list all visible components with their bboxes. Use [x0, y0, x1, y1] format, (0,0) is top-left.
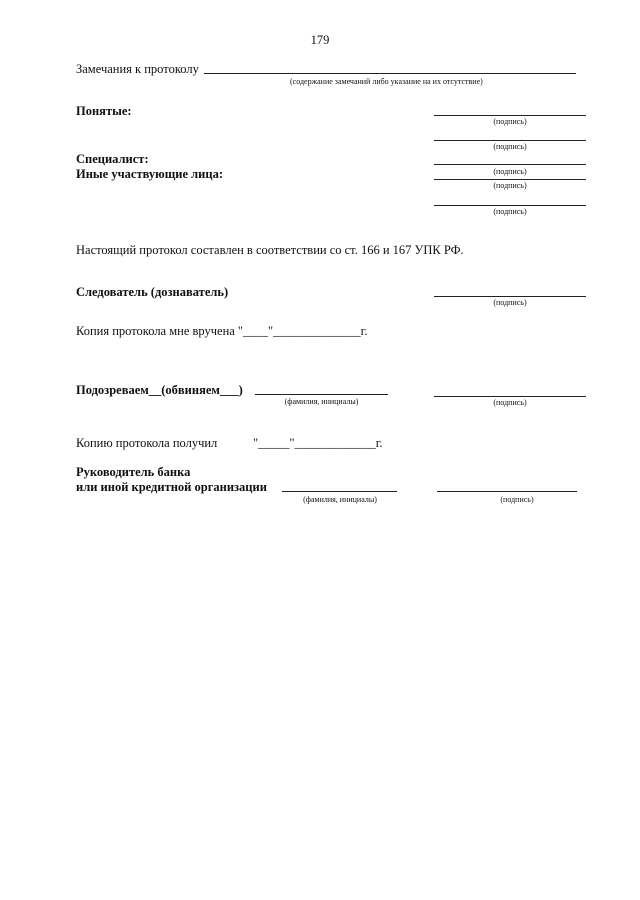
suspect-label: Подозреваем__(обвиняем___): [76, 383, 243, 397]
suspect-name-line[interactable]: [255, 394, 388, 395]
witness-signature-caption-2: (подпись): [493, 142, 527, 151]
page-number: 179: [310, 33, 330, 47]
bank-head-label-line2: или иной кредитной организации: [76, 480, 267, 494]
witness-signature-line-2[interactable]: [434, 140, 586, 141]
others-signature-caption-1: (подпись): [493, 181, 527, 190]
specialist-signature-line[interactable]: [434, 164, 586, 165]
investigator-signature-line[interactable]: [434, 296, 586, 297]
remarks-label: Замечания к протоколу: [76, 62, 199, 76]
investigator-label: Следователь (дознаватель): [76, 285, 229, 299]
witness-signature-line-1[interactable]: [434, 115, 586, 116]
bank-head-name-caption: (фамилия, инициалы): [303, 495, 377, 504]
witness-signature-caption-1: (подпись): [493, 117, 527, 126]
specialist-signature-caption: (подпись): [493, 167, 527, 176]
copy-received-text: Копия протокола мне вручена "____"______________г.: [76, 324, 368, 338]
copy-got-date: "_____"_____________г.: [253, 436, 383, 450]
copy-got-text: Копию протокола получил: [76, 436, 218, 450]
bank-head-signature-line[interactable]: [437, 491, 577, 492]
others-signature-line-1[interactable]: [434, 179, 586, 180]
specialist-label: Специалист:: [76, 152, 149, 166]
others-signature-line-2[interactable]: [434, 205, 586, 206]
remarks-line[interactable]: [204, 73, 576, 74]
investigator-signature-caption: (подпись): [493, 298, 527, 307]
bank-head-name-line[interactable]: [282, 491, 397, 492]
others-signature-caption-2: (подпись): [493, 207, 527, 216]
suspect-signature-line[interactable]: [434, 396, 586, 397]
others-label: Иные участвующие лица:: [76, 167, 223, 181]
statement-text: Настоящий протокол составлен в соответствии со ст. 166 и 167 УПК РФ.: [76, 243, 464, 257]
suspect-name-caption: (фамилия, инициалы): [284, 397, 359, 406]
witnesses-label: Понятые:: [76, 104, 132, 118]
remarks-caption: (содержание замечаний либо указание на их отсутствие): [290, 77, 483, 86]
suspect-signature-caption: (подпись): [493, 398, 527, 407]
bank-head-signature-caption: (подпись): [500, 495, 534, 504]
bank-head-label-line1: Руководитель банка: [76, 465, 191, 479]
